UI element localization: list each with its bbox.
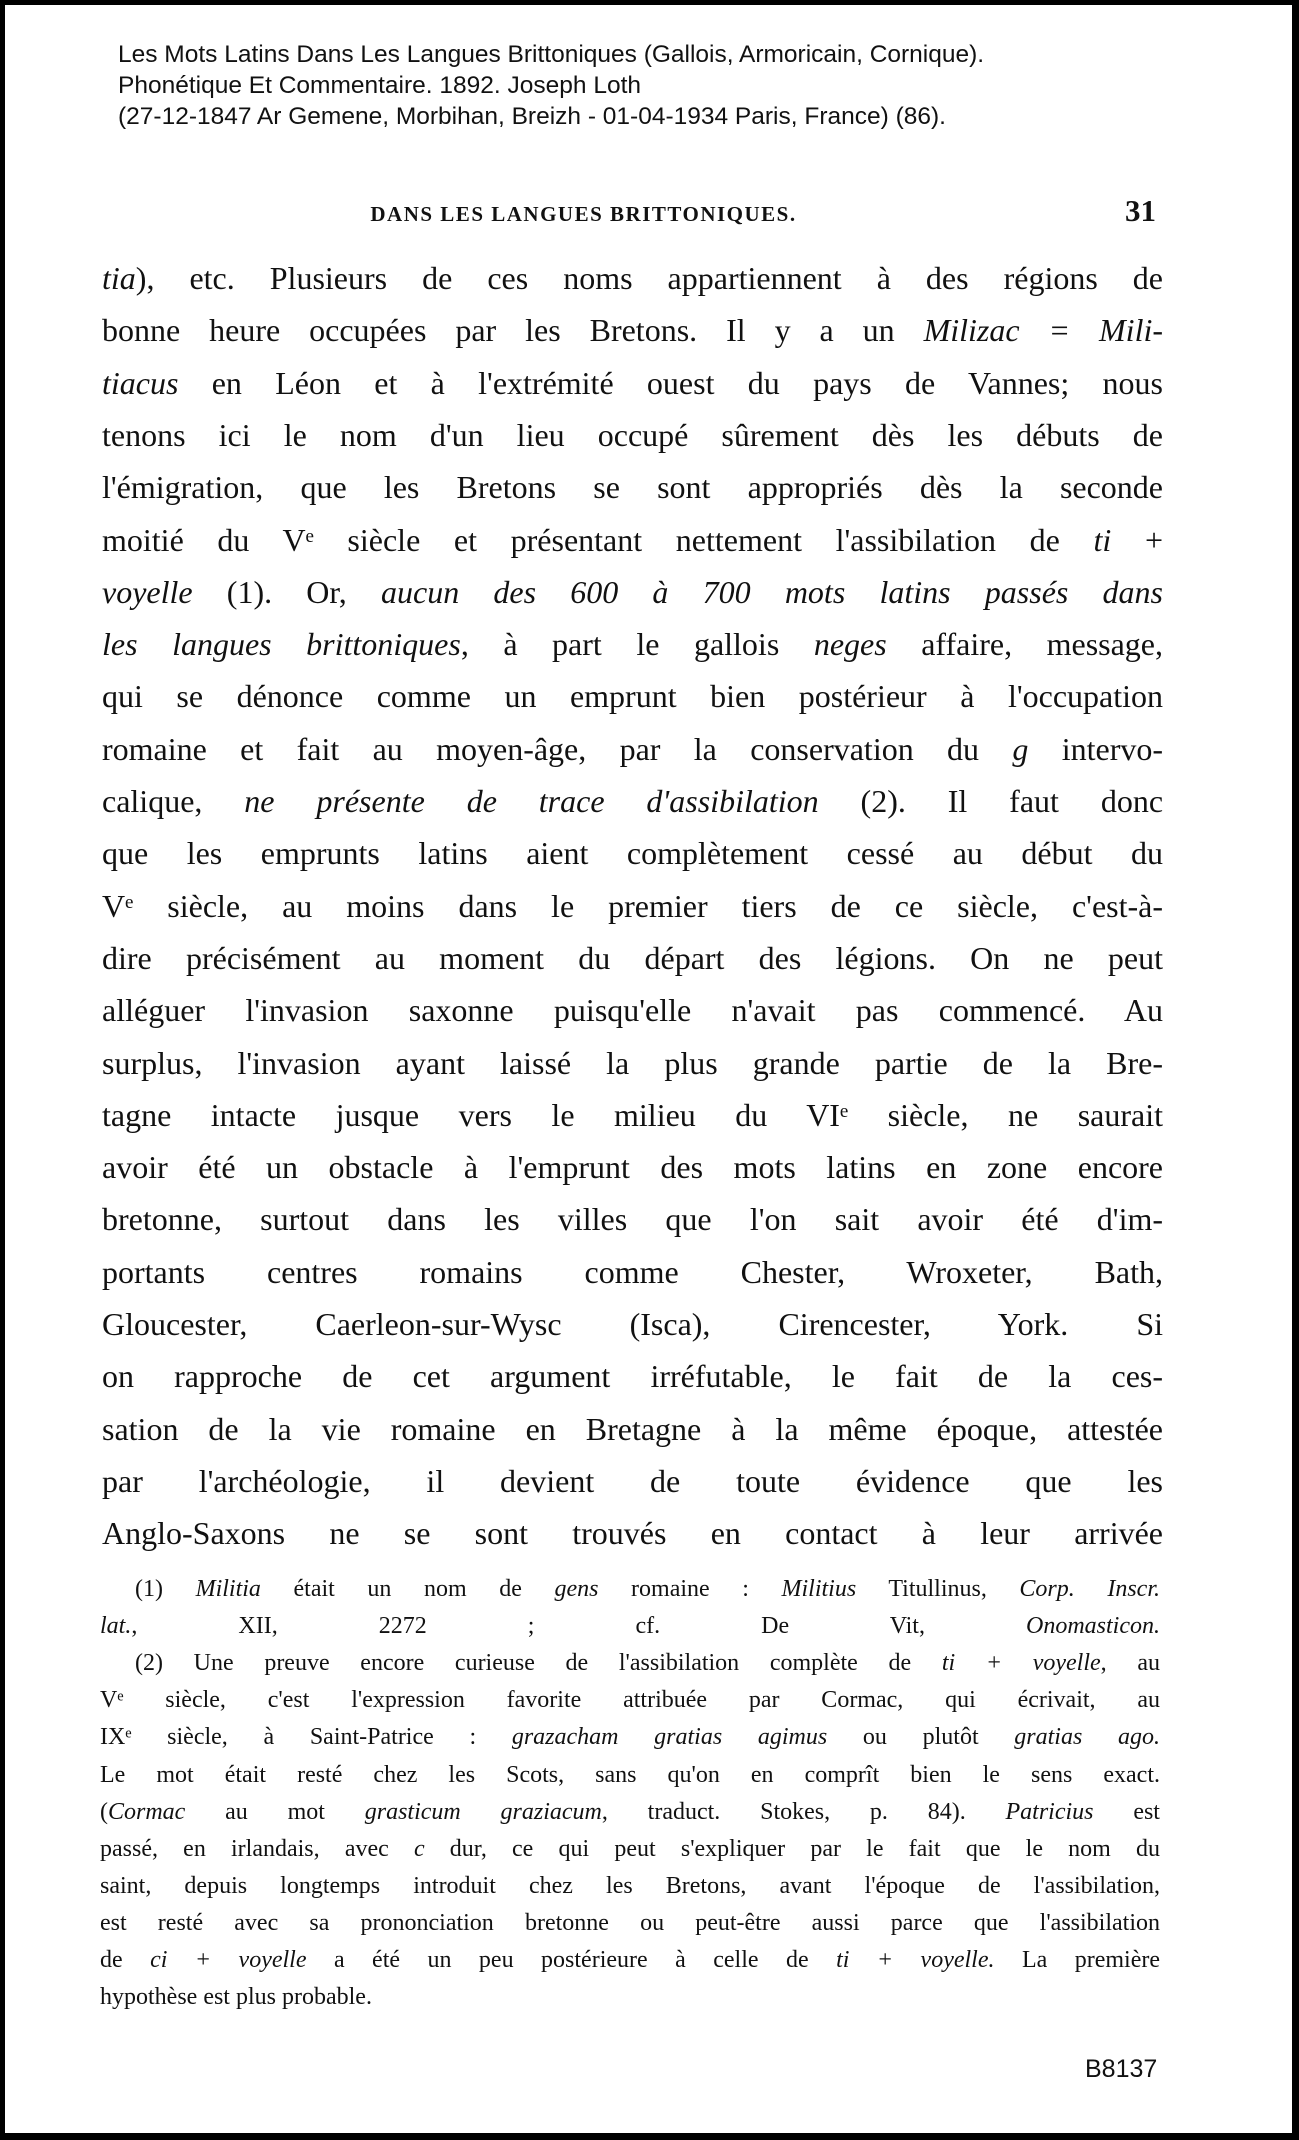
- text-run: , XII, 2272 ; cf. De Vit,: [131, 1613, 1026, 1640]
- italic-text-run: ci + voyelle: [150, 1947, 307, 1973]
- body-line: [102, 1403, 1163, 1455]
- text-run: bonne heure occupées par les Bretons. Il y a un: [102, 312, 924, 349]
- italic-text-run: lat.: [100, 1613, 132, 1640]
- body-line: [102, 775, 1163, 827]
- text-run: alléguer l'invasion saxonne puisqu'elle n'avait pas commencé. Au: [102, 992, 1163, 1029]
- body-line: [102, 461, 1163, 513]
- text-run: on rapproche de cet argument irréfutable, le fait de la ces-: [102, 1358, 1163, 1395]
- italic-text-run: grazacham gratias agimus: [511, 1724, 828, 1751]
- text-run: l'émigration, que les Bretons se sont appropriés dès la seconde: [102, 469, 1163, 506]
- italic-text-run: Milizac = Mili-: [923, 312, 1164, 349]
- header-title-line-3: (27-12-1847 Ar Gemene, Morbihan, Breizh - 01-04-1934 Paris, France) (86).: [118, 103, 946, 130]
- body-line: [102, 1507, 1163, 1559]
- body-line: [102, 1037, 1163, 1089]
- text-run: est: [1093, 1798, 1160, 1825]
- text-run: +: [1111, 521, 1164, 558]
- text-run: est resté avec sa prononciation bretonne ou peut-être aussi parce que l'assibilation: [100, 1909, 1160, 1936]
- footnote-line: [100, 1794, 1160, 1831]
- italic-text-run: Cormac: [108, 1798, 186, 1825]
- italic-text-run: ne présente de trace d'assibilation: [244, 783, 819, 819]
- text-run: qui se dénonce comme un emprunt bien postérieur à l'occupation: [102, 678, 1163, 715]
- italic-text-run: neges: [813, 626, 887, 663]
- footnote-line: [100, 1719, 1160, 1756]
- text-run: romaine :: [598, 1576, 782, 1602]
- italic-text-run: Militia: [195, 1576, 261, 1602]
- header-title-line-1: Les Mots Latins Dans Les Langues Brittoniques (Gallois, Armoricain, Cornique).: [118, 41, 985, 68]
- body-line: [102, 514, 1163, 566]
- italic-text-run: grasticum graziacum: [364, 1798, 602, 1825]
- text-run: portants centres romains comme Chester, Wroxeter, Bath,: [102, 1253, 1163, 1290]
- text-run: passé, en irlandais, avec: [100, 1835, 414, 1862]
- body-line: [102, 618, 1163, 670]
- text-run: IXᵉ siècle, à Saint-Patrice :: [100, 1724, 512, 1751]
- text-run: calique,: [102, 783, 245, 819]
- text-run: intervo-: [1028, 730, 1164, 767]
- text-run: Titullinus,: [856, 1576, 1020, 1602]
- italic-text-run: tia: [102, 260, 136, 296]
- text-run: avoir été un obstacle à l'emprunt des mots latins en zone encore: [102, 1149, 1163, 1186]
- italic-text-run: voyelle: [102, 573, 193, 610]
- text-run: au mot: [185, 1798, 365, 1825]
- text-run: dire précisément au moment du départ des légions. On ne peut: [102, 939, 1163, 976]
- text-run: Gloucester, Caerleon-sur-Wysc (Isca), Cirencester, York. Si: [102, 1306, 1163, 1342]
- text-run: affaire, message,: [886, 626, 1164, 663]
- body-line: [102, 723, 1163, 775]
- scanned-page: [5, 5, 1292, 2133]
- body-line: [102, 304, 1163, 356]
- italic-text-run: ti: [1093, 521, 1112, 558]
- italic-text-run: ti + voyelle: [941, 1650, 1101, 1677]
- italic-text-run: les langues brittoniques: [102, 626, 461, 663]
- text-run: Anglo-Saxons ne se sont trouvés en contact à leur arrivée: [102, 1515, 1163, 1552]
- italic-text-run: gens: [554, 1576, 599, 1602]
- text-run: par l'archéologie, il devient de toute évidence que les: [102, 1462, 1163, 1499]
- footnote-line: [100, 1831, 1160, 1868]
- text-run: romaine et fait au moyen-âge, par la conservation du: [102, 730, 1013, 767]
- italic-text-run: Militius: [781, 1576, 857, 1602]
- body-line: [102, 932, 1163, 984]
- footnote-line: [135, 1645, 1160, 1682]
- text-run: surplus, l'invasion ayant laissé la plus grande partie de la Bre-: [102, 1044, 1163, 1081]
- body-line: [102, 252, 1163, 304]
- italic-text-run: Corp. Inscr.: [1019, 1576, 1161, 1602]
- text-run: (1): [135, 1576, 196, 1602]
- body-line: [102, 880, 1163, 932]
- text-run: ), etc. Plusieurs de ces noms appartiennent à des régions de: [135, 260, 1163, 296]
- body-line: [102, 1246, 1163, 1298]
- text-run: tenons ici le nom d'un lieu occupé sûrement dès les débuts de: [102, 416, 1163, 453]
- body-line: [102, 409, 1163, 461]
- text-run: de: [100, 1947, 151, 1973]
- text-run: Le mot était resté chez les Scots, sans qu'on en comprît bien le sens exact.: [100, 1761, 1160, 1788]
- body-line: [102, 1350, 1163, 1402]
- italic-text-run: tiacus: [102, 364, 179, 401]
- text-run: hypothèse est plus probable.: [100, 1984, 372, 2011]
- body-line: [102, 1193, 1163, 1245]
- footnote-line: [100, 1757, 1160, 1794]
- body-line: [102, 1298, 1163, 1350]
- body-line: [102, 984, 1163, 1036]
- text-run: que les emprunts latins aient complètement cessé au début du: [102, 835, 1163, 872]
- text-run: La première: [994, 1947, 1160, 1973]
- text-run: bretonne, surtout dans les villes que l'on sait avoir été d'im-: [102, 1201, 1163, 1238]
- text-run: (2) Une preuve encore curieuse de l'assibilation complète de: [135, 1650, 942, 1677]
- text-run: Vᵉ siècle, au moins dans le premier tiers de ce siècle, c'est-à-: [102, 887, 1163, 924]
- text-run: en Léon et à l'extrémité ouest du pays de Vannes; nous: [178, 364, 1163, 401]
- text-run: , à part le gallois: [460, 626, 814, 663]
- italic-text-run: ti + voyelle.: [836, 1947, 995, 1973]
- footnote-line: [100, 1608, 1160, 1645]
- footnote-line: [135, 1571, 1160, 1608]
- text-run: dur, ce qui peut s'expliquer par le fait que le nom du: [424, 1835, 1160, 1862]
- italic-text-run: Onomasticon.: [1026, 1613, 1160, 1640]
- page-number: 31: [1125, 193, 1156, 228]
- footnote-line: [100, 1682, 1160, 1719]
- text-run: a été un peu postérieure à celle de: [306, 1947, 837, 1973]
- body-line: [102, 1455, 1163, 1507]
- catalog-code: B8137: [1085, 2055, 1158, 2083]
- footnote-line: [100, 1905, 1160, 1942]
- text-run: saint, depuis longtemps introduit chez les Bretons, avant l'époque de l'assibilation,: [100, 1872, 1160, 1899]
- italic-text-run: gratias ago.: [1014, 1724, 1160, 1751]
- footnote-line: [100, 1942, 1160, 1979]
- text-run: , au: [1100, 1650, 1160, 1677]
- header-title-line-2: Phonétique Et Commentaire. 1892. Joseph Loth: [118, 72, 642, 99]
- text-run: tagne intacte jusque vers le milieu du VIᵉ siècle, ne saurait: [102, 1096, 1163, 1133]
- text-run: ou plutôt: [827, 1724, 1015, 1751]
- text-run: sation de la vie romaine en Bretagne à la même époque, attestée: [102, 1410, 1163, 1447]
- running-head: DANS LES LANGUES BRITTONIQUES.: [370, 202, 797, 226]
- text-run: (2). Il faut donc: [818, 783, 1164, 819]
- text-run: moitié du Vᵉ siècle et présentant nettement l'assibilation de: [102, 521, 1094, 558]
- text-run: Vᵉ siècle, c'est l'expression favorite attribuée par Cormac, qui écrivait, au: [100, 1687, 1160, 1714]
- body-line: [102, 1089, 1163, 1141]
- body-line: [102, 357, 1163, 409]
- footnote-line: [100, 1868, 1160, 1905]
- italic-text-run: g: [1012, 730, 1029, 767]
- body-line: [102, 1141, 1163, 1193]
- italic-text-run: Patricius: [1005, 1798, 1094, 1825]
- body-line: [102, 827, 1163, 879]
- italic-text-run: aucun des 600 à 700 mots latins passés dans: [380, 573, 1164, 610]
- text-run: (1). Or,: [192, 573, 381, 610]
- text-run: (: [100, 1798, 108, 1825]
- body-line: [102, 566, 1163, 618]
- text-run: , traduct. Stokes, p. 84).: [601, 1798, 1006, 1825]
- body-line: [102, 670, 1163, 722]
- text-run: était un nom de: [260, 1576, 555, 1602]
- footnote-line: [100, 1979, 1160, 2016]
- italic-text-run: c: [413, 1835, 425, 1862]
